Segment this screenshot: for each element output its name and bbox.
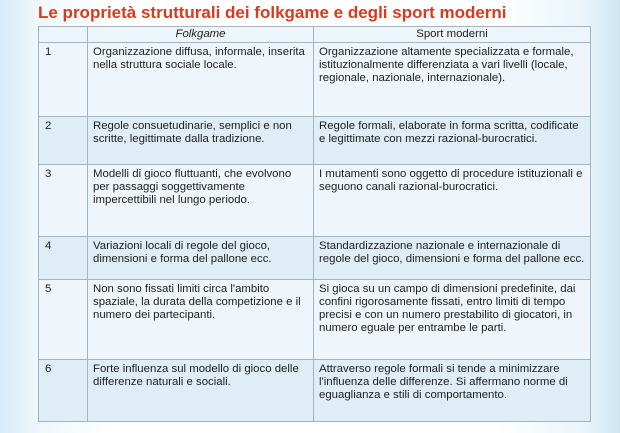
header-sport-moderni: Sport moderni — [314, 27, 591, 43]
comparison-table — [38, 26, 591, 422]
table-row — [39, 279, 591, 359]
table-row — [39, 237, 591, 280]
table-row — [39, 43, 591, 117]
folkgame-cell: Forte influenza sul modello di gioco delle differenze naturali e sociali. — [88, 360, 314, 422]
folkgame-cell: Non sono fissati limiti circa l'ambito spaziale, la durata della competizione e il numero dei partecipanti. — [88, 279, 314, 359]
row-number: 2 — [39, 116, 88, 164]
row-number: 6 — [39, 360, 88, 422]
folkgame-cell: Organizzazione diffusa, informale, inserita nella struttura sociale locale. — [88, 43, 314, 117]
row-number: 1 — [39, 43, 88, 117]
sport-cell: Si gioca su un campo di dimensioni predefinite, dai confini rigorosamente fissati, entro limiti di tempo precisi e con un numero prestabilito di giocatori, in numero eguale per entrambe le parti. — [314, 279, 591, 359]
header-number — [39, 27, 88, 43]
sport-cell: Attraverso regole formali si tende a minimizzare l'influenza delle differenze. Si affermano norme di eguaglianza e stili di comportamento. — [314, 360, 591, 422]
sport-cell: Organizzazione altamente specializzata e formale, istituzionalmente differenziata a vari livelli (locale, regionale, nazionale, internazionale). — [314, 43, 591, 117]
table-header-row — [39, 27, 591, 43]
sport-cell: Standardizzazione nazionale e internazionale di regole del gioco, dimensioni e forma del pallone ecc. — [314, 237, 591, 280]
row-number: 4 — [39, 237, 88, 280]
folkgame-cell: Variazioni locali di regole del gioco, dimensioni e forma del pallone ecc. — [88, 237, 314, 280]
page-title: Le proprietà strutturali dei folkgame e degli sport moderni — [38, 3, 507, 22]
header-folkgame: Folkgame — [88, 27, 314, 43]
folkgame-cell: Modelli di gioco fluttuanti, che evolvono per passaggi soggettivamente impercettibili nel lungo periodo. — [88, 164, 314, 237]
table-row — [39, 360, 591, 422]
comparison-table-frame — [38, 26, 590, 422]
sport-cell: Regole formali, elaborate in forma scritta, codificate e legittimate con mezzi razional-burocratici. — [314, 116, 591, 164]
row-number: 5 — [39, 279, 88, 359]
folkgame-cell: Regole consuetudinarie, semplici e non scritte, legittimate dalla tradizione. — [88, 116, 314, 164]
table-row — [39, 164, 591, 237]
sport-cell: I mutamenti sono oggetto di procedure istituzionali e seguono canali razional-burocratici. — [314, 164, 591, 237]
row-number: 3 — [39, 164, 88, 237]
table-row — [39, 116, 591, 164]
